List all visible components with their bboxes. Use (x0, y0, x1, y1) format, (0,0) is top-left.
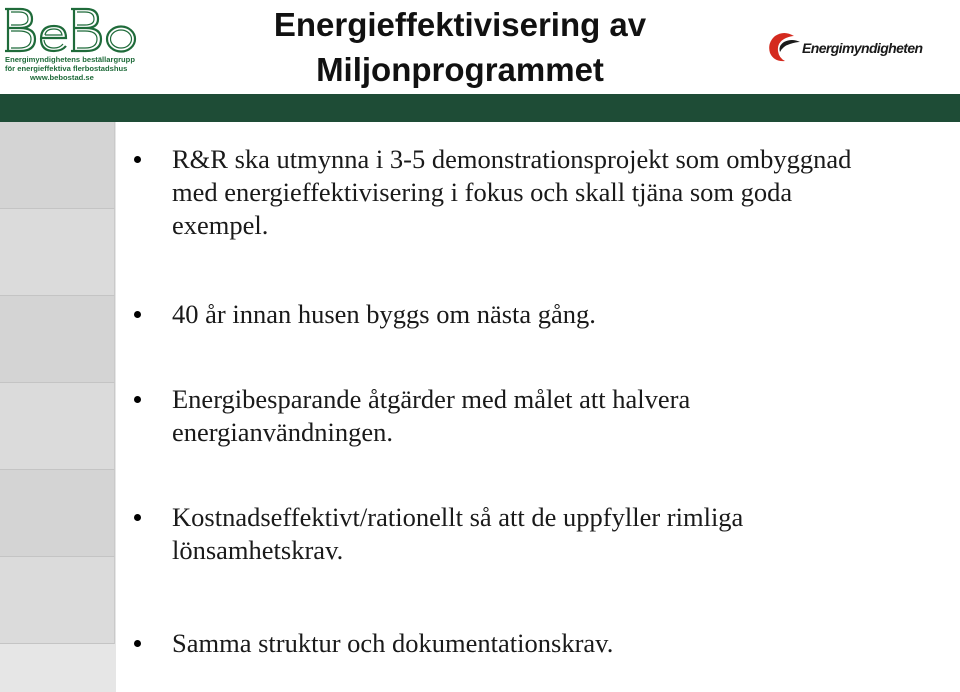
energimyndigheten-logo (766, 28, 926, 68)
slide-title-line2: Miljonprogrammet (316, 51, 604, 88)
bullet-line: 40 år innan husen byggs om nästa gång. (172, 299, 596, 329)
slide-title-line1: Energieffektivisering av (273, 6, 647, 43)
bebo-website: www.bebostad.se (30, 73, 94, 82)
bullet-line: exempel. (172, 210, 269, 240)
bullet-marker (134, 156, 141, 163)
energimyndigheten-swoosh-icon (766, 28, 804, 68)
bullet-line: Energibesparande åtgärder med målet att halvera (172, 384, 691, 414)
bullet-text (172, 627, 942, 660)
bullet-line: lönsamhetskrav. (172, 535, 344, 565)
decorative-tile (0, 122, 115, 209)
decorative-tile (0, 296, 115, 383)
decorative-tile (0, 557, 115, 644)
decorative-tile (0, 383, 115, 470)
energimyndigheten-wordmark: Energimyndigheten (802, 40, 923, 56)
bullet-line: Kostnadseffektivt/rationellt så att de uppfyller rimliga (172, 502, 744, 532)
bullet-text (172, 298, 942, 331)
bebo-tagline-line1: Energimyndighetens beställargrupp (5, 55, 135, 64)
decorative-tile (0, 209, 115, 296)
bebo-wordmark-logo (4, 4, 140, 54)
bullet-line: R&R ska utmynna i 3-5 demonstrationsprojekt som ombyggnad (172, 144, 852, 174)
slide-title (160, 2, 760, 92)
bullet-marker (134, 311, 141, 318)
bullet-line: Samma struktur och dokumentationskrav. (172, 628, 614, 658)
left-decorative-panel (0, 122, 116, 692)
header-band (0, 94, 960, 122)
bullet-text (172, 501, 942, 567)
bullet-line: energianvändningen. (172, 417, 394, 447)
bebo-logo (4, 4, 144, 82)
bullet-line: med energieffektivisering i fokus och skall tjäna som goda (172, 177, 793, 207)
bullet-text (172, 383, 942, 449)
bullet-text (172, 143, 942, 242)
bullet-marker (134, 514, 141, 521)
bullet-marker (134, 640, 141, 647)
decorative-tile (0, 470, 115, 557)
bebo-tagline-line2: för energieffektiva flerbostadshus (5, 64, 128, 73)
bullet-marker (134, 396, 141, 403)
